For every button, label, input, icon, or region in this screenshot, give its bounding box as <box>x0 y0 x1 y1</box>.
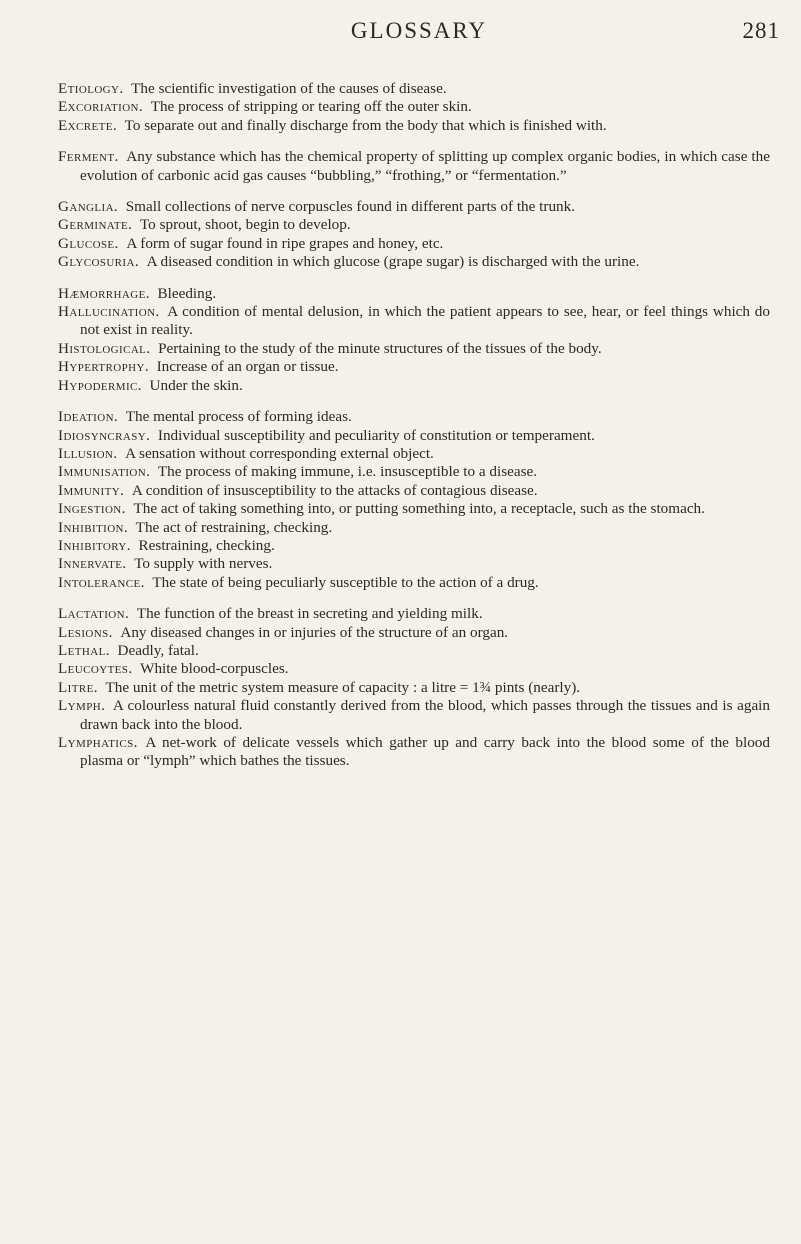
glossary-term: Lymphatics. <box>58 734 138 751</box>
glossary-term: Hypertrophy. <box>58 358 150 376</box>
glossary-term: Ferment. <box>58 148 119 166</box>
glossary-definition: The scientific investigation of the causes of disease. <box>131 80 447 97</box>
glossary-definition: The unit of the metric system measure of capacity : a litre = 1¾ pints (nearly). <box>105 678 581 696</box>
glossary-definition: A diseased condition in which glucose (grape sugar) is discharged with the urine. <box>146 253 640 271</box>
glossary-entry <box>58 377 770 395</box>
glossary-term: Lymph. <box>58 697 106 715</box>
glossary-definition: A sensation without corresponding external object. <box>125 444 434 462</box>
glossary-definition: Any substance which has the chemical property of splitting up complex organic bodies, in which case the evolution of carbonic acid gas causes “bubbling,” “frothing,” or “fermentation.” <box>80 148 770 184</box>
glossary-definition: A form of sugar found in ripe grapes and honey, etc. <box>126 234 444 252</box>
glossary-entry <box>58 734 770 771</box>
glossary-term: Etiology. <box>58 80 124 97</box>
glossary-entry <box>58 427 770 445</box>
glossary-term: Excoriation. <box>58 98 144 116</box>
glossary-entry <box>58 679 770 697</box>
glossary-entry <box>58 216 770 234</box>
glossary-definition: A net-work of delicate vessels which gather up and carry back into the blood some of the blood plasma or “lymph” which bathes the tissues. <box>80 734 770 770</box>
glossary-entry <box>58 303 770 340</box>
glossary-entry <box>58 253 770 271</box>
glossary-definition: A condition of insusceptibility to the attacks of contagious disease. <box>131 481 538 499</box>
glossary-entry <box>58 697 770 734</box>
glossary-definition: To sprout, shoot, begin to develop. <box>139 216 351 234</box>
page-number: 281 <box>742 18 780 43</box>
glossary-definition: The act of restraining, checking. <box>135 518 333 536</box>
glossary-term: Leucoytes. <box>58 660 133 678</box>
glossary-entry <box>58 148 770 185</box>
glossary-term: Inhibitory. <box>58 536 131 554</box>
glossary-term: Excrete. <box>58 116 118 134</box>
glossary-definition: Restraining, checking. <box>138 536 275 554</box>
glossary-entry <box>58 80 770 98</box>
glossary-section <box>58 285 770 395</box>
glossary-entry <box>58 624 770 642</box>
glossary-term: Immunity. <box>58 481 125 499</box>
glossary-content <box>58 80 770 784</box>
glossary-definition: Small collections of nerve corpuscles found in different parts of the trunk. <box>125 198 576 216</box>
glossary-term: Inhibition. <box>58 518 129 536</box>
glossary-term: Hypodermic. <box>58 376 142 394</box>
glossary-definition: Increase of an organ or tissue. <box>156 358 339 376</box>
glossary-entry <box>58 605 770 623</box>
glossary-term: Ingestion. <box>58 500 126 518</box>
glossary-entry <box>58 482 770 500</box>
glossary-entry <box>58 660 770 678</box>
glossary-entry <box>58 408 770 426</box>
glossary-term: Idiosyncrasy. <box>58 426 151 444</box>
glossary-definition: Bleeding. <box>157 284 217 302</box>
glossary-section <box>58 198 770 272</box>
glossary-definition: A colourless natural fluid constantly derived from the blood, which passes through the tissues and is again drawn back into the blood. <box>80 697 770 733</box>
glossary-section <box>58 605 770 771</box>
glossary-entry <box>58 574 770 592</box>
glossary-definition: Under the skin. <box>149 376 243 394</box>
glossary-entry <box>58 642 770 660</box>
glossary-definition: The process of making immune, i.e. insusceptible to a disease. <box>157 463 538 481</box>
glossary-definition: The process of stripping or tearing off the outer skin. <box>150 98 472 116</box>
running-title: GLOSSARY <box>350 18 488 43</box>
glossary-term: Hæmorrhage. <box>58 284 150 302</box>
glossary-term: Ideation. <box>58 408 119 426</box>
glossary-term: Histological. <box>58 339 151 357</box>
glossary-definition: White blood-corpuscles. <box>140 660 289 678</box>
glossary-definition: Deadly, fatal. <box>117 641 199 659</box>
glossary-entry <box>58 463 770 481</box>
glossary-entry <box>58 340 770 358</box>
glossary-definition: The function of the breast in secreting and yielding milk. <box>136 605 483 623</box>
glossary-entry <box>58 198 770 216</box>
glossary-term: Litre. <box>58 678 98 696</box>
glossary-entry <box>58 117 770 135</box>
glossary-section <box>58 80 770 135</box>
glossary-term: Innervate. <box>58 555 127 573</box>
page-header <box>58 14 780 50</box>
glossary-section <box>58 408 770 592</box>
glossary-term: Immunisation. <box>58 463 151 481</box>
glossary-term: Glucose. <box>58 234 119 252</box>
glossary-definition: Individual susceptibility and peculiarity of constitution or temperament. <box>157 426 595 444</box>
glossary-term: Ganglia. <box>58 198 119 216</box>
glossary-definition: To separate out and finally discharge from the body that which is finished with. <box>124 116 607 134</box>
glossary-term: Lactation. <box>58 605 130 623</box>
glossary-term: Germinate. <box>58 216 133 234</box>
glossary-definition: The state of being peculiarly susceptible to the action of a drug. <box>152 573 539 591</box>
glossary-term: Hallucination. <box>58 303 160 321</box>
glossary-term: Illusion. <box>58 444 118 462</box>
glossary-entry <box>58 358 770 376</box>
glossary-entry <box>58 445 770 463</box>
glossary-section <box>58 148 770 185</box>
glossary-definition: Any diseased changes in or injuries of the structure of an organ. <box>120 623 509 641</box>
glossary-entry <box>58 98 770 116</box>
glossary-entry <box>58 555 770 573</box>
glossary-definition: The mental process of forming ideas. <box>125 408 352 426</box>
glossary-entry <box>58 285 770 303</box>
glossary-term: Intolerance. <box>58 573 145 591</box>
glossary-definition: To supply with nerves. <box>134 555 273 573</box>
glossary-definition: A condition of mental delusion, in which the patient appears to see, hear, or feel things which do not exist in reality. <box>80 303 770 339</box>
glossary-entry <box>58 235 770 253</box>
glossary-term: Lesions. <box>58 623 113 641</box>
glossary-definition: Pertaining to the study of the minute structures of the tissues of the body. <box>158 339 602 357</box>
glossary-entry <box>58 537 770 555</box>
glossary-definition: The act of taking something into, or putting something into, a receptacle, such as the stomach. <box>133 500 705 518</box>
glossary-term: Glycosuria. <box>58 253 140 271</box>
glossary-entry <box>58 519 770 537</box>
glossary-term: Lethal. <box>58 641 110 659</box>
glossary-entry <box>58 500 770 518</box>
